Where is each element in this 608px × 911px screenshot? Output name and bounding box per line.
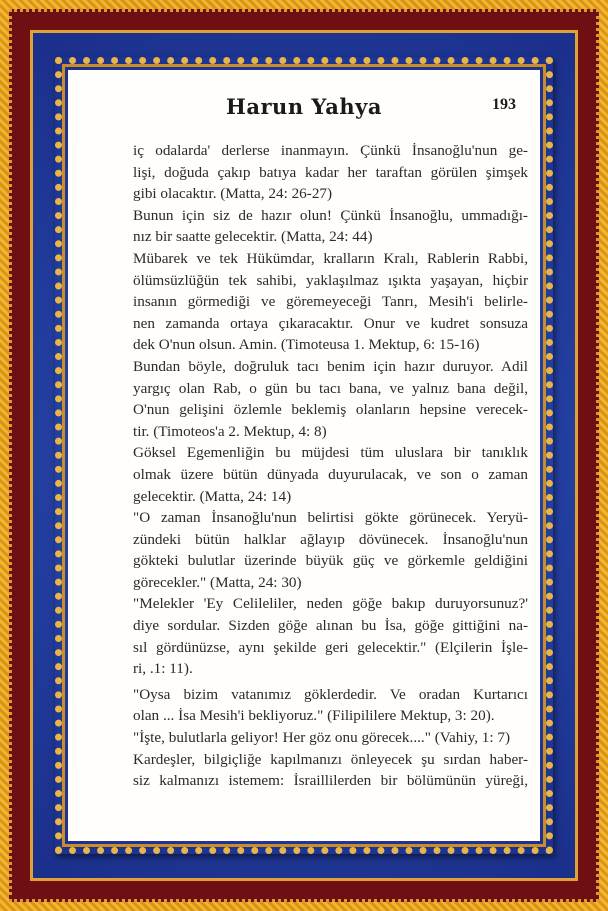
paragraph bbox=[133, 442, 528, 507]
text-line: insanın görmediği ve göremeyeceği Tanrı, Mesih'i belirle- bbox=[133, 293, 528, 311]
paragraph bbox=[133, 593, 528, 679]
body-text bbox=[133, 140, 528, 792]
text-line: "O zaman İnsanoğlu'nun belirtisi gökte görünecek. Yeryü- bbox=[133, 509, 528, 527]
paragraph bbox=[133, 507, 528, 593]
text-line: tir. (Timoteos'a 2. Mektup, 4: 8) bbox=[133, 422, 327, 440]
text-line: O'nun gelişini özlemle beklemiş olanların hepsine verecek- bbox=[133, 401, 528, 419]
paragraph bbox=[133, 749, 528, 792]
text-line: ölümsüzlüğün tek sahibi, yaklaşılmaz ışıkta yaşayan, hiçbir bbox=[133, 271, 528, 289]
text-line: siz kalmanızı istemem: İsraillilerden bir bölümünün yüreği, bbox=[133, 772, 528, 790]
text-line: olan ... İsa Mesih'i bekliyoruz." (Filipililere Mektup, 3: 20). bbox=[133, 707, 495, 725]
text-line: Kardeşler, bilgiçliğe kapılmanızı önleyecek şu sırdan haber- bbox=[133, 750, 528, 768]
text-line: yargıç olan Rab, o gün bu tacı bana, ve yalnız bana değil, bbox=[133, 379, 528, 397]
text-line: görecekler." (Matta, 24: 30) bbox=[133, 573, 302, 591]
text-line: "Melekler 'Ey Celileliler, neden göğe bakıp duruyorsunuz?' bbox=[133, 595, 528, 613]
text-line: olmak üzere bütün dünyada duyurulacak, ve son o zaman bbox=[133, 465, 528, 483]
text-line: diye sordular. Sizden göğe alınan bu İsa, göğe gittiğini na- bbox=[133, 617, 528, 635]
page-number: 193 bbox=[492, 96, 516, 113]
text-line: lişi, doğuda çakıp batıya kadar her taraftan görülen şimşek bbox=[133, 163, 528, 181]
text-line: Mübarek ve tek Hükümdar, kralların Kralı, Rablerin Rabbi, bbox=[133, 249, 528, 267]
paragraph bbox=[133, 248, 528, 356]
text-line: Göksel Egemenliğin bu müjdesi tüm uluslara bir tanıklık bbox=[133, 444, 528, 462]
paragraph bbox=[133, 684, 528, 727]
text-line: gökteki bulutlar üzerinde büyük güç ve görkemle geldiğini bbox=[133, 552, 528, 570]
paragraph bbox=[133, 727, 528, 749]
paragraph bbox=[133, 205, 528, 248]
text-line: nız bir saatte gelecektir. (Matta, 24: 44) bbox=[133, 228, 373, 246]
text-line: iç odalarda' derlerse inanmayın. Çünkü İnsanoğlu'nun ge- bbox=[133, 142, 528, 159]
text-line: ri, .1: 11). bbox=[133, 660, 193, 678]
text-line: Bundan böyle, doğruluk tacı benim için hazır duruyor. Adil bbox=[133, 357, 528, 375]
text-line: nen zamanda ortaya çıkaracaktır. Onur ve kudret sonsuza bbox=[133, 314, 528, 332]
text-line: Bunun için siz de hazır olun! Çünkü İnsanoğlu, ummadığı- bbox=[133, 206, 528, 224]
text-line: dek O'nun olsun. Amin. (Timoteusa 1. Mektup, 6: 15-16) bbox=[133, 336, 480, 354]
running-header-author: Harun Yahya bbox=[226, 94, 382, 119]
text-line: "Oysa bizim vatanımız göklerdedir. Ve oradan Kurtarıcı bbox=[133, 685, 528, 703]
paragraph bbox=[133, 356, 528, 442]
text-line: gibi olacaktır. (Matta, 24: 26-27) bbox=[133, 185, 333, 203]
text-line: sıl gördünüzse, aynı şekilde geri gelecektir." (Elçilerin İşle- bbox=[133, 638, 528, 656]
text-line: "İşte, bulutlarla geliyor! Her göz onu görecek...." (Vahiy, 1: 7) bbox=[133, 729, 511, 747]
text-line: gelecektir. (Matta, 24: 14) bbox=[133, 487, 292, 505]
paragraph bbox=[133, 140, 528, 205]
text-line: zündeki bütün halklar ağlayıp dövünecek. İnsanoğlu'nun bbox=[133, 530, 528, 548]
